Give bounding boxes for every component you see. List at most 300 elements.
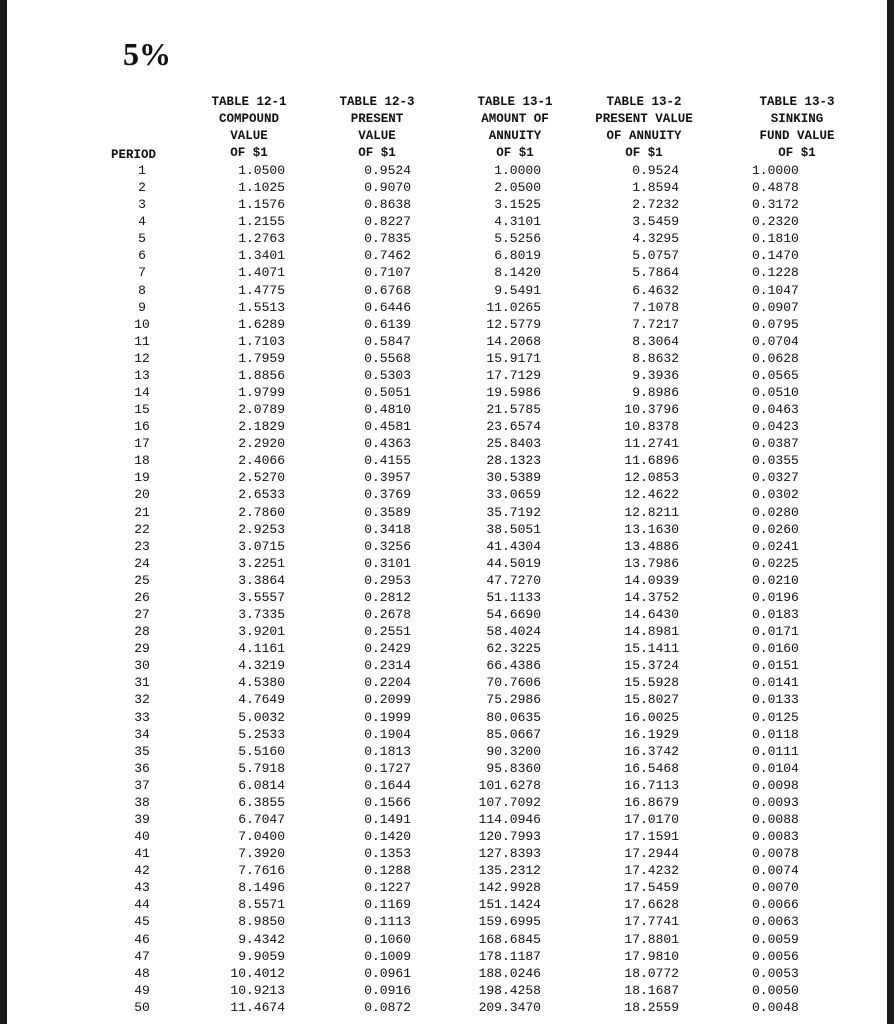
- table-cell: 0.0050: [752, 982, 799, 998]
- table-cell: 0.3172: [752, 197, 799, 213]
- table-cell: 4.1161: [238, 641, 285, 657]
- table-cell: 0.3101: [364, 555, 411, 571]
- table-cell: 6.8019: [494, 248, 541, 264]
- table-cell: 17: [134, 436, 150, 452]
- table-cell: 17.9810: [624, 948, 679, 964]
- table-cell: 0.0302: [752, 487, 799, 503]
- table-cell: 25: [134, 572, 150, 588]
- table-cell: 7.7217: [632, 316, 679, 332]
- table-cell: 0.9524: [632, 163, 679, 178]
- table-cell: 0.1228: [752, 265, 799, 281]
- table-cell: 30: [134, 658, 150, 674]
- table-cell: 18: [134, 453, 150, 469]
- table-cell: 18.0772: [624, 965, 679, 981]
- table-cell: 14.8981: [624, 624, 679, 640]
- table-cell: 101.6278: [478, 777, 541, 793]
- table-cell: 135.2312: [478, 863, 541, 879]
- table-cell: 107.7092: [478, 794, 541, 810]
- table-cell: 188.0246: [478, 965, 541, 981]
- table-cell: 12.4622: [624, 487, 679, 503]
- table-cell: 0.2953: [364, 572, 411, 588]
- table-cell: 0.1353: [364, 846, 411, 862]
- table-cell: 0.0171: [752, 624, 799, 640]
- table-cell: 0.0059: [752, 931, 799, 947]
- table-cell: 0.1060: [364, 931, 411, 947]
- table-cell: 2.0789: [238, 402, 285, 418]
- table-cell: 0.0048: [752, 999, 799, 1015]
- table-cell: 2.5270: [238, 470, 285, 486]
- table-cell: 14.6430: [624, 607, 679, 623]
- table-cell: 14.0939: [624, 572, 679, 588]
- table-cell: 0.3589: [364, 504, 411, 520]
- table-cell: 0.0510: [752, 385, 799, 401]
- table-cell: 0.2551: [364, 624, 411, 640]
- table-cell: 0.2099: [364, 692, 411, 708]
- table-cell: 0.0074: [752, 863, 799, 879]
- table-cell: 28.1323: [486, 453, 541, 469]
- table-cell: 1.4071: [238, 265, 285, 281]
- table-cell: 38.5051: [486, 521, 541, 537]
- table-cell: 4: [138, 214, 146, 230]
- table-cell: 2.6533: [238, 487, 285, 503]
- table-cell: 8.1420: [494, 265, 541, 281]
- table-cell: 9.4342: [238, 931, 285, 947]
- table-cell: 0.6446: [364, 299, 411, 315]
- table-cell: 15.3724: [624, 658, 679, 674]
- table-cell: 0.0104: [752, 760, 799, 776]
- table-cell: 29: [134, 641, 150, 657]
- table-cell: 3.2251: [238, 555, 285, 571]
- present-value-of-annuity-column: [605, 162, 679, 1016]
- table-cell: 0.4363: [364, 436, 411, 452]
- table-cell: 0.1810: [752, 231, 799, 247]
- table-cell: 62.3225: [486, 641, 541, 657]
- table-cell: 3.0715: [238, 538, 285, 554]
- table-cell: 0.8227: [364, 214, 411, 230]
- table-cell: 15.5928: [624, 675, 679, 691]
- table-cell: 0.1047: [752, 282, 799, 298]
- table-cell: 14: [134, 385, 150, 401]
- table-cell: 127.8393: [478, 846, 541, 862]
- table-cell: 32: [134, 692, 150, 708]
- table-cell: 66.4386: [486, 658, 541, 674]
- table-cell: 1.5513: [238, 299, 285, 315]
- table-cell: 80.0635: [486, 709, 541, 725]
- table-cell: 35.7192: [486, 504, 541, 520]
- table-cell: 16.5468: [624, 760, 679, 776]
- table-cell: 0.0196: [752, 589, 799, 605]
- table-cell: 0.0907: [752, 299, 799, 315]
- table-cell: 8.1496: [238, 880, 285, 896]
- table-cell: 1.0000: [494, 163, 541, 178]
- table-cell: 0.2429: [364, 641, 411, 657]
- table-cell: 0.0463: [752, 402, 799, 418]
- table-cell: 0.9070: [364, 180, 411, 196]
- table-cell: 0.0083: [752, 829, 799, 845]
- table-cell: 0.1169: [364, 897, 411, 913]
- table-cell: 0.5568: [364, 350, 411, 366]
- table-cell: 41: [134, 846, 150, 862]
- table-cell: 3: [138, 197, 146, 213]
- header-table-13-3: TABLE 13-3 SINKING FUND VALUE OF $1: [759, 95, 835, 160]
- table-cell: 0.1288: [364, 863, 411, 879]
- table-cell: 0.3769: [364, 487, 411, 503]
- table-cell: 2: [138, 180, 146, 196]
- table-cell: 17.1591: [624, 829, 679, 845]
- table-cell: 36: [134, 760, 150, 776]
- table-cell: 30.5389: [486, 470, 541, 486]
- table-cell: 16.8679: [624, 794, 679, 810]
- table-cell: 15.9171: [486, 350, 541, 366]
- table-cell: 0.0355: [752, 453, 799, 469]
- table-cell: 5.5160: [238, 743, 285, 759]
- table-cell: 23: [134, 538, 150, 554]
- table-cell: 5.0032: [238, 709, 285, 725]
- table-cell: 4.3295: [632, 231, 679, 247]
- table-cell: 31: [134, 675, 150, 691]
- table-cell: 17.2944: [624, 846, 679, 862]
- header-table-13-2: TABLE 13-2 PRESENT VALUE OF ANNUITY OF $1: [595, 95, 693, 160]
- table-cell: 7.1078: [632, 299, 679, 315]
- table-cell: 8.9850: [238, 914, 285, 930]
- table-cell: 0.5303: [364, 367, 411, 383]
- table-cell: 11.6896: [624, 453, 679, 469]
- table-cell: 1.8856: [238, 367, 285, 383]
- table-cell: 0.7462: [364, 248, 411, 264]
- table-cell: 2.1829: [238, 419, 285, 435]
- table-cell: 38: [134, 794, 150, 810]
- table-cell: 5.5256: [494, 231, 541, 247]
- table-cell: 0.0160: [752, 641, 799, 657]
- table-cell: 2.9253: [238, 521, 285, 537]
- amount-of-annuity-column: [467, 162, 541, 1016]
- table-cell: 45: [134, 914, 150, 930]
- table-cell: 0.1999: [364, 709, 411, 725]
- table-cell: 0.0133: [752, 692, 799, 708]
- table-cell: 4.3101: [494, 214, 541, 230]
- table-cell: 8.8632: [632, 350, 679, 366]
- table-cell: 198.4258: [478, 982, 541, 998]
- table-cell: 34: [134, 726, 150, 742]
- table-cell: 33.0659: [486, 487, 541, 503]
- sinking-fund-value-column: [752, 162, 818, 1016]
- table-cell: 43: [134, 880, 150, 896]
- table-cell: 0.0111: [752, 743, 799, 759]
- table-cell: 13.7986: [624, 555, 679, 571]
- table-cell: 0.0141: [752, 675, 799, 691]
- table-cell: 5.7918: [238, 760, 285, 776]
- table-cell: 3.9201: [238, 624, 285, 640]
- table-cell: 1.2763: [238, 231, 285, 247]
- table-cell: 0.5847: [364, 333, 411, 349]
- table-cell: 6: [138, 248, 146, 264]
- header-table-12-3: TABLE 12-3 PRESENT VALUE OF $1: [339, 95, 415, 160]
- table-cell: 42: [134, 863, 150, 879]
- table-cell: 0.0961: [364, 965, 411, 981]
- table-cell: 6.7047: [238, 811, 285, 827]
- table-cell: 0.0063: [752, 914, 799, 930]
- table-cell: 5: [138, 231, 146, 247]
- table-cell: 12.8211: [624, 504, 679, 520]
- table-cell: 16.0025: [624, 709, 679, 725]
- period-column: [127, 162, 157, 1016]
- table-cell: 0.9524: [364, 163, 411, 178]
- table-cell: 28: [134, 624, 150, 640]
- table-cell: 12: [134, 350, 150, 366]
- table-cell: 0.0151: [752, 658, 799, 674]
- table-cell: 0.3957: [364, 470, 411, 486]
- table-cell: 4.5380: [238, 675, 285, 691]
- table-cell: 142.9928: [478, 880, 541, 896]
- table-cell: 9: [138, 299, 146, 315]
- table-cell: 85.0667: [486, 726, 541, 742]
- table-cell: 47.7270: [486, 572, 541, 588]
- table-cell: 0.2314: [364, 658, 411, 674]
- table-cell: 0.0053: [752, 965, 799, 981]
- table-cell: 0.1904: [364, 726, 411, 742]
- table-cell: 1.8594: [632, 180, 679, 196]
- table-cell: 44.5019: [486, 555, 541, 571]
- table-cell: 0.0225: [752, 555, 799, 571]
- table-cell: 15: [134, 402, 150, 418]
- table-cell: 151.1424: [478, 897, 541, 913]
- table-cell: 0.1470: [752, 248, 799, 264]
- table-cell: 40: [134, 829, 150, 845]
- table-cell: 17.6628: [624, 897, 679, 913]
- table-cell: 0.1420: [364, 829, 411, 845]
- present-value-column: [345, 162, 411, 1016]
- table-cell: 95.8360: [486, 760, 541, 776]
- table-cell: 17.4232: [624, 863, 679, 879]
- table-cell: 3.5459: [632, 214, 679, 230]
- table-cell: 0.0183: [752, 607, 799, 623]
- table-cell: 10: [134, 316, 150, 332]
- table-cell: 1.2155: [238, 214, 285, 230]
- table-cell: 16: [134, 419, 150, 435]
- table-cell: 46: [134, 931, 150, 947]
- table-cell: 21: [134, 504, 150, 520]
- table-cell: 8: [138, 282, 146, 298]
- table-cell: 13.1630: [624, 521, 679, 537]
- table-cell: 20: [134, 487, 150, 503]
- compound-value-column: [219, 162, 285, 1016]
- table-cell: 37: [134, 777, 150, 793]
- table-cell: 6.0814: [238, 777, 285, 793]
- table-cell: 9.3936: [632, 367, 679, 383]
- table-cell: 1: [138, 163, 146, 178]
- table-cell: 0.8638: [364, 197, 411, 213]
- table-cell: 0.0795: [752, 316, 799, 332]
- table-cell: 0.6768: [364, 282, 411, 298]
- table-cell: 11.4674: [230, 999, 285, 1015]
- table-cell: 90.3200: [486, 743, 541, 759]
- table-cell: 0.0387: [752, 436, 799, 452]
- table-cell: 26: [134, 589, 150, 605]
- table-cell: 0.1644: [364, 777, 411, 793]
- table-cell: 44: [134, 897, 150, 913]
- table-cell: 1.7103: [238, 333, 285, 349]
- table-cell: 17.8801: [624, 931, 679, 947]
- table-cell: 7.0400: [238, 829, 285, 845]
- table-cell: 0.1009: [364, 948, 411, 964]
- table-cell: 0.2678: [364, 607, 411, 623]
- table-cell: 17.7741: [624, 914, 679, 930]
- table-cell: 178.1187: [478, 948, 541, 964]
- table-cell: 7.7616: [238, 863, 285, 879]
- table-cell: 54.6690: [486, 607, 541, 623]
- table-cell: 2.7860: [238, 504, 285, 520]
- header-table-13-1: TABLE 13-1 AMOUNT OF ANNUITY OF $1: [477, 95, 553, 160]
- table-cell: 1.1576: [238, 197, 285, 213]
- table-cell: 22: [134, 521, 150, 537]
- table-cell: 0.0704: [752, 333, 799, 349]
- table-cell: 0.0125: [752, 709, 799, 725]
- table-cell: 12.0853: [624, 470, 679, 486]
- table-cell: 51.1133: [486, 589, 541, 605]
- table-cell: 0.7835: [364, 231, 411, 247]
- table-cell: 0.0628: [752, 350, 799, 366]
- table-cell: 33: [134, 709, 150, 725]
- table-cell: 19: [134, 470, 150, 486]
- table-cell: 6.3855: [238, 794, 285, 810]
- table-cell: 0.7107: [364, 265, 411, 281]
- table-cell: 2.7232: [632, 197, 679, 213]
- table-cell: 15.8027: [624, 692, 679, 708]
- table-cell: 58.4024: [486, 624, 541, 640]
- table-cell: 0.0423: [752, 419, 799, 435]
- table-cell: 13.4886: [624, 538, 679, 554]
- table-cell: 0.0098: [752, 777, 799, 793]
- table-cell: 10.8378: [624, 419, 679, 435]
- table-cell: 10.3796: [624, 402, 679, 418]
- table-cell: 17.0170: [624, 811, 679, 827]
- table-cell: 0.0872: [364, 999, 411, 1015]
- table-cell: 50: [134, 999, 150, 1015]
- table-cell: 0.1727: [364, 760, 411, 776]
- table-cell: 75.2986: [486, 692, 541, 708]
- table-cell: 47: [134, 948, 150, 964]
- table-cell: 159.6995: [478, 914, 541, 930]
- table-cell: 35: [134, 743, 150, 759]
- table-cell: 41.4304: [486, 538, 541, 554]
- table-cell: 1.9799: [238, 385, 285, 401]
- rate-title: 5%: [123, 36, 171, 72]
- table-cell: 49: [134, 982, 150, 998]
- table-cell: 1.3401: [238, 248, 285, 264]
- table-cell: 114.0946: [478, 811, 541, 827]
- table-cell: 0.1227: [364, 880, 411, 896]
- table-cell: 1.6289: [238, 316, 285, 332]
- table-cell: 16.7113: [624, 777, 679, 793]
- table-cell: 0.0210: [752, 572, 799, 588]
- table-cell: 0.0093: [752, 794, 799, 810]
- table-cell: 209.3470: [478, 999, 541, 1015]
- table-cell: 5.0757: [632, 248, 679, 264]
- table-cell: 9.9059: [238, 948, 285, 964]
- table-cell: 0.1813: [364, 743, 411, 759]
- table-cell: 0.0118: [752, 726, 799, 742]
- table-cell: 0.4810: [364, 402, 411, 418]
- table-cell: 15.1411: [624, 641, 679, 657]
- table-cell: 8.3064: [632, 333, 679, 349]
- table-cell: 70.7606: [486, 675, 541, 691]
- table-cell: 7: [138, 265, 146, 281]
- table-cell: 12.5779: [486, 316, 541, 332]
- table-cell: 2.4066: [238, 453, 285, 469]
- table-cell: 4.7649: [238, 692, 285, 708]
- table-cell: 27: [134, 607, 150, 623]
- table-cell: 120.7993: [478, 829, 541, 845]
- table-cell: 0.6139: [364, 316, 411, 332]
- table-cell: 1.1025: [238, 180, 285, 196]
- table-cell: 39: [134, 811, 150, 827]
- table-cell: 0.0327: [752, 470, 799, 486]
- table-cell: 0.0916: [364, 982, 411, 998]
- table-cell: 0.0260: [752, 521, 799, 537]
- table-cell: 9.5491: [494, 282, 541, 298]
- table-cell: 0.4581: [364, 419, 411, 435]
- table-cell: 11.0265: [486, 299, 541, 315]
- header-table-12-1: TABLE 12-1 COMPOUND VALUE OF $1: [211, 95, 287, 160]
- table-cell: 0.2204: [364, 675, 411, 691]
- table-cell: 0.2812: [364, 589, 411, 605]
- table-cell: 168.6845: [478, 931, 541, 947]
- table-cell: 0.0066: [752, 897, 799, 913]
- table-cell: 0.1566: [364, 794, 411, 810]
- table-cell: 3.1525: [494, 197, 541, 213]
- table-cell: 0.0056: [752, 948, 799, 964]
- table-cell: 3.3864: [238, 572, 285, 588]
- table-cell: 16.1929: [624, 726, 679, 742]
- table-cell: 0.1113: [364, 914, 411, 930]
- table-cell: 0.4155: [364, 453, 411, 469]
- table-cell: 0.2320: [752, 214, 799, 230]
- table-cell: 24: [134, 555, 150, 571]
- table-cell: 17.7129: [486, 367, 541, 383]
- table-cell: 0.3256: [364, 538, 411, 554]
- table-cell: 0.3418: [364, 521, 411, 537]
- table-cell: 0.4878: [752, 180, 799, 196]
- table-cell: 17.5459: [624, 880, 679, 896]
- table-cell: 4.3219: [238, 658, 285, 674]
- table-cell: 3.7335: [238, 607, 285, 623]
- table-cell: 14.2068: [486, 333, 541, 349]
- table-cell: 11.2741: [624, 436, 679, 452]
- document-page: [7, 0, 887, 1024]
- table-cell: 7.3920: [238, 846, 285, 862]
- table-cell: 9.8986: [632, 385, 679, 401]
- table-cell: 23.6574: [486, 419, 541, 435]
- table-cell: 0.0088: [752, 811, 799, 827]
- table-cell: 0.0241: [752, 538, 799, 554]
- table-cell: 1.7959: [238, 350, 285, 366]
- table-cell: 3.5557: [238, 589, 285, 605]
- period-header: PERIOD: [111, 148, 157, 162]
- table-cell: 21.5785: [486, 402, 541, 418]
- table-cell: 0.0280: [752, 504, 799, 520]
- table-cell: 18.2559: [624, 999, 679, 1015]
- table-cell: 5.7864: [632, 265, 679, 281]
- table-cell: 2.2920: [238, 436, 285, 452]
- table-cell: 10.4012: [230, 965, 285, 981]
- table-cell: 0.0565: [752, 367, 799, 383]
- table-cell: 16.3742: [624, 743, 679, 759]
- table-cell: 10.9213: [230, 982, 285, 998]
- table-cell: 18.1687: [624, 982, 679, 998]
- table-cell: 0.1491: [364, 811, 411, 827]
- table-cell: 48: [134, 965, 150, 981]
- table-cell: 1.4775: [238, 282, 285, 298]
